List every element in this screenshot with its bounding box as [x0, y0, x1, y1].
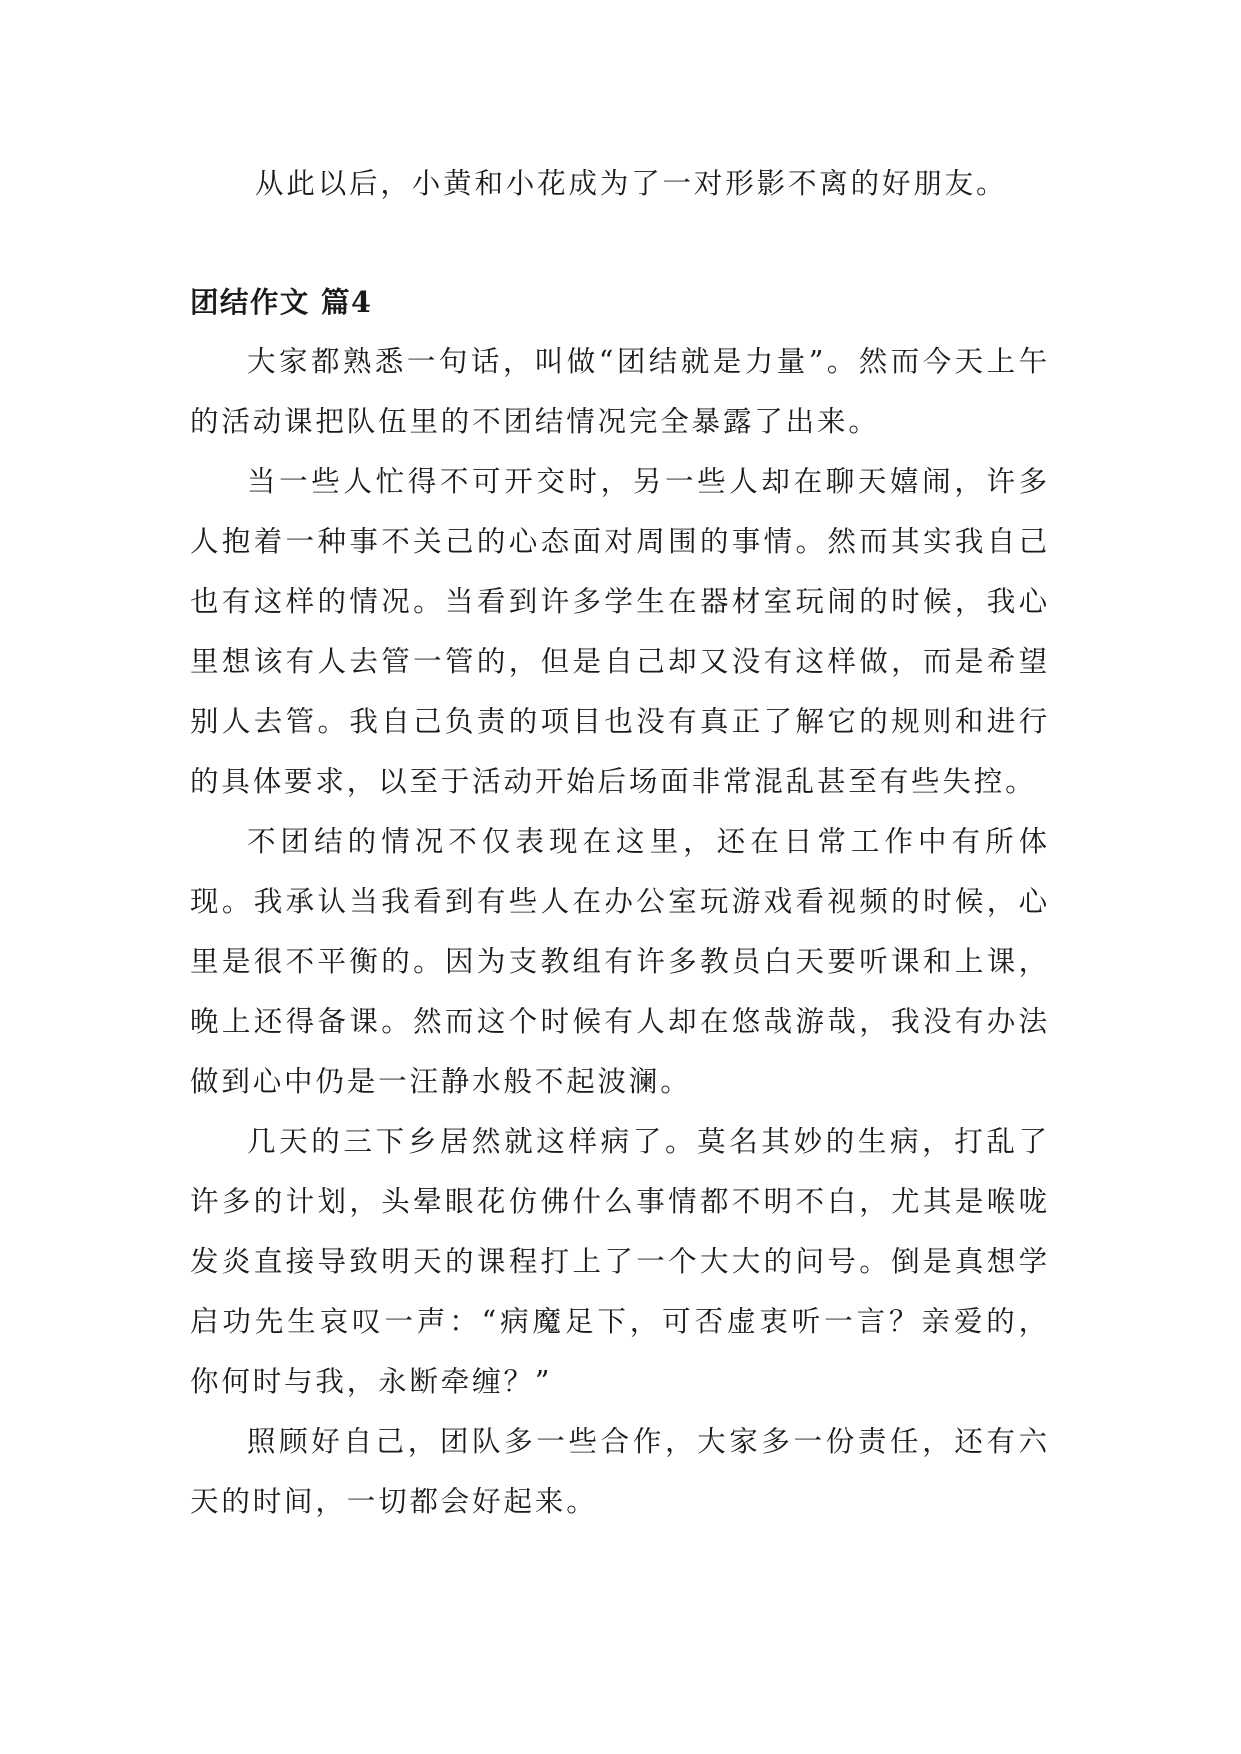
paragraph-4: 几天的三下乡居然就这样病了。莫名其妙的生病，打乱了许多的计划，头晕眼花仿佛什么事情都不明不白，尤其是喉咙发炎直接导致明天的课程打上了一个大大的问号。倒是真想学启功先生哀叹一声：“病魔足下，可否虚衷听一言？亲爱的，你何时与我，永断牵缠？”	[190, 1125, 1050, 1398]
paragraph-3: 不团结的情况不仅表现在这里，还在日常工作中有所体现。我承认当我看到有些人在办公室玩游戏看视频的时候，心里是很不平衡的。因为支教组有许多教员白天要听课和上课，晚上还得备课。然而这个时候有人却在悠哉游哉，我没有办法做到心中仍是一汪静水般不起波澜。	[190, 825, 1050, 1098]
paragraph-5: 照顾好自己，团队多一些合作，大家多一份责任，还有六天的时间，一切都会好起来。	[190, 1425, 1050, 1518]
section-title: 团结作文 篇4	[190, 285, 373, 319]
lead-paragraph: 从此以后，小黄和小花成为了一对形影不离的好朋友。	[255, 167, 1008, 200]
paragraph-2: 当一些人忙得不可开交时，另一些人却在聊天嬉闹，许多人抱着一种事不关己的心态面对周围的事情。然而其实我自己也有这样的情况。当看到许多学生在器材室玩闹的时候，我心里想该有人去管一管的，但是自己却又没有这样做，而是希望别人去管。我自己负责的项目也没有真正了解它的规则和进行的具体要求，以至于活动开始后场面非常混乱甚至有些失控。	[190, 465, 1050, 798]
paragraph-1: 大家都熟悉一句话，叫做“团结就是力量”。然而今天上午的活动课把队伍里的不团结情况完全暴露了出来。	[190, 345, 1050, 438]
